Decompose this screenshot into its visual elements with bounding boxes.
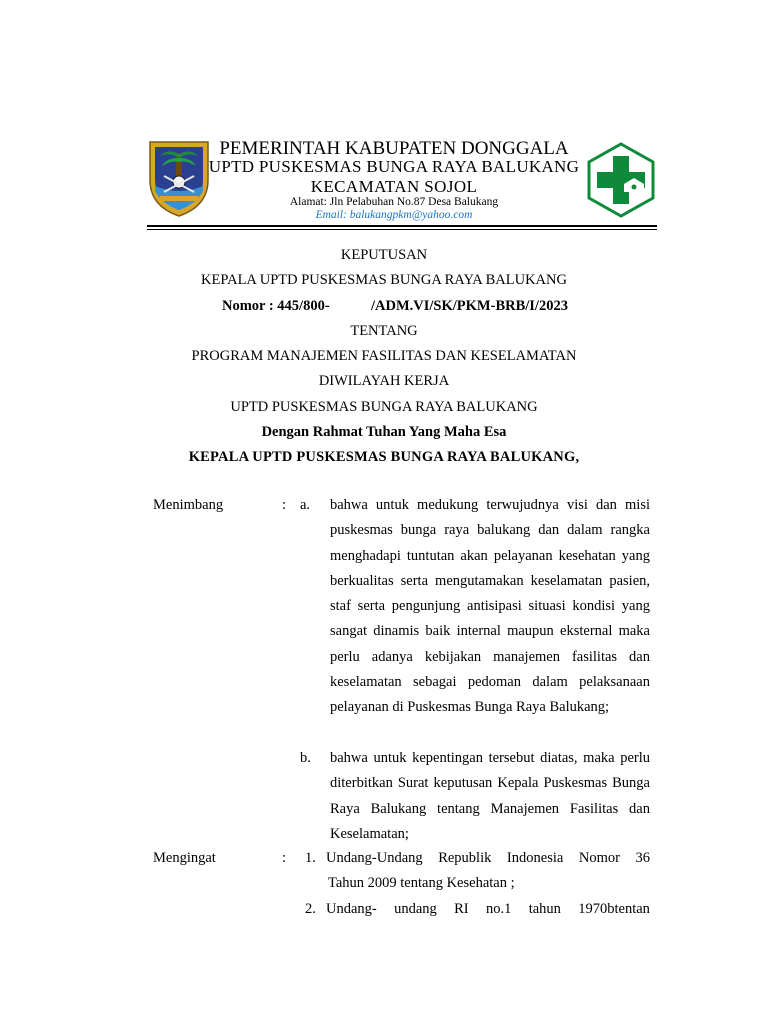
mengingat-colon: :	[282, 850, 287, 866]
menimbang-label: Menimbang	[153, 497, 224, 513]
title-nomor-prefix: Nomor : 445/800-	[222, 298, 330, 314]
title-kepala-signatory: KEPALA UPTD PUSKESMAS BUNGA RAYA BALUKANG,	[188, 449, 580, 465]
mengingat-item1-line2: Tahun 2009 tentang Kesehatan ;	[328, 875, 515, 891]
title-program: PROGRAM MANAJEMEN FASILITAS DAN KESELAMATAN	[191, 348, 577, 364]
title-tentang: TENTANG	[350, 323, 418, 339]
menimbang-colon: :	[282, 497, 287, 513]
title-keputusan: KEPUTUSAN	[340, 247, 428, 263]
word: tahun	[528, 901, 561, 917]
letterhead-address: Alamat: Jln Pelabuhan No.87 Desa Balukang	[289, 196, 499, 208]
word: undang	[394, 901, 437, 917]
menimbang-b-marker: b.	[300, 750, 311, 766]
word: Undang-	[326, 901, 377, 917]
word: no.1	[485, 901, 512, 917]
menimbang-a-text: bahwa untuk medukung terwujudnya visi dan misi puskesmas bunga raya balukang dan dalam rangka menghadapi tuntutan akan pelayanan kesehatan yang berkualitas serta mengutamakan keselamatan pasien, staf serta pengunjung antisipasi situasi kondisi yang sangat dinamis baik internal maupun eksternal maka perlu adanya kebijakan manajemen fasilitas dan keselamatan sebagai pedoman dalam pelaksanaan pelayanan di Puskesmas Bunga Raya Balukang;	[330, 497, 650, 716]
puskesmas-logo-icon	[586, 142, 656, 218]
letterhead-district: KECAMATAN SOJOL	[310, 177, 478, 196]
mengingat-item1-line1-text: Undang-Undang Republik Indonesia Nomor 36	[326, 850, 650, 866]
mengingat-item2-line1	[326, 901, 650, 918]
letterhead-rule-thin	[147, 229, 657, 230]
word: RI	[454, 901, 469, 917]
mengingat-item1-number: 1.	[305, 850, 316, 866]
title-uptd: UPTD PUSKESMAS BUNGA RAYA BALUKANG	[230, 399, 538, 415]
title-kepala: KEPALA UPTD PUSKESMAS BUNGA RAYA BALUKANG	[201, 272, 567, 288]
title-nomor-suffix: /ADM.VI/SK/PKM-BRB/I/2023	[371, 298, 568, 314]
mengingat-item1-line1	[326, 850, 650, 867]
letterhead-institution: UPTD PUSKESMAS BUNGA RAYA BALUKANG	[208, 157, 580, 176]
mengingat-item2-number: 2.	[305, 901, 316, 917]
mengingat-label: Mengingat	[153, 850, 216, 866]
letterhead-email: Email: balukangpkm@yahoo.com	[315, 209, 473, 221]
letterhead-government: PEMERINTAH KABUPATEN DONGGALA	[219, 138, 569, 159]
menimbang-a-marker: a.	[300, 497, 311, 513]
title-wilayah: DIWILAYAH KERJA	[318, 373, 450, 389]
letterhead-rule-thick	[147, 225, 657, 227]
menimbang-b-text: bahwa untuk kepentingan tersebut diatas, maka perlu diterbitkan Surat keputusan Kepala Puskesmas Bunga Raya Balukang tentang Manajemen Fasilitas dan Keselamatan;	[330, 750, 650, 842]
title-rahmat: Dengan Rahmat Tuhan Yang Maha Esa	[261, 424, 507, 440]
word: 1970btentan	[578, 901, 650, 917]
